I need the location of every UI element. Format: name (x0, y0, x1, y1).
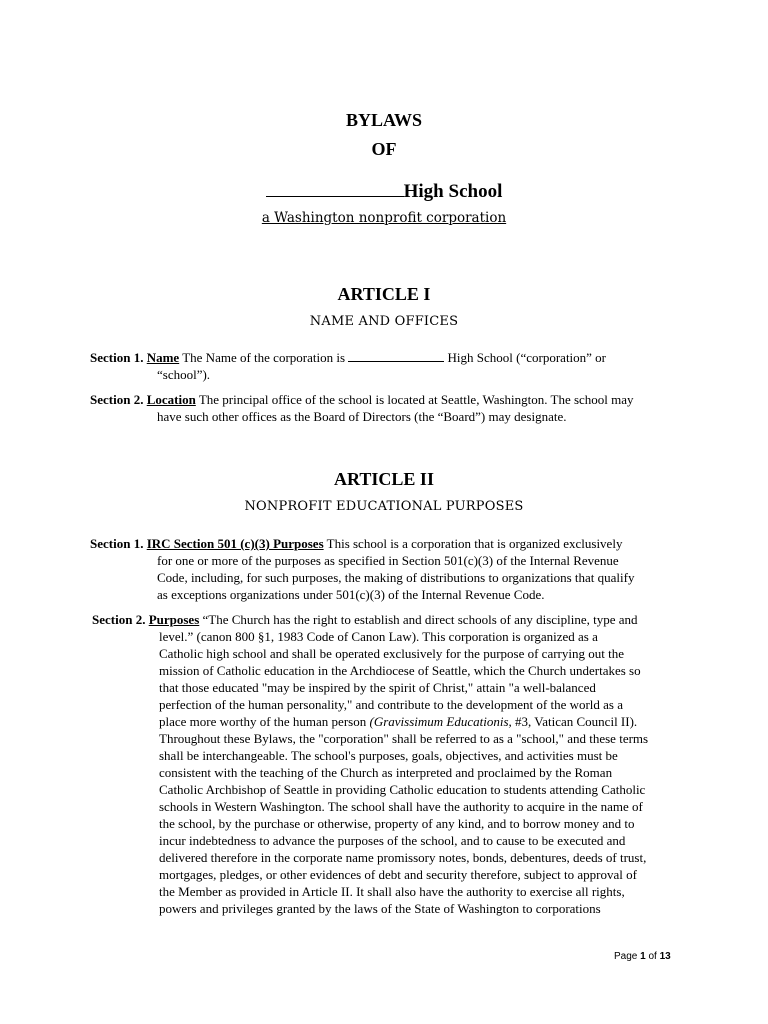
section-line: Section 1. IRC Section 501 (c)(3) Purposes This school is a corporation that is organized exclusively (90, 536, 623, 551)
section-title: Purposes (148, 612, 200, 627)
of-word: of (645, 951, 660, 962)
section-text: #3, Vatican Council II). (511, 714, 638, 729)
section-line: Section 1. Name The Name of the corporation is High School (“corporation” or (90, 350, 607, 365)
section-text: place more worthy of the human person (159, 714, 370, 729)
section-line: Catholic Archbishop of Seattle in providing Catholic education to students attending Catholic (159, 782, 646, 797)
article-1-section-1 (90, 349, 680, 383)
section-line: for one or more of the purposes as specified in Section 501(c)(3) of the Internal Revenue (157, 553, 619, 568)
section-line: as exceptions organizations under 501(c)(3) of the Internal Revenue Code. (157, 587, 545, 602)
document-subtitle: a Washington nonprofit corporation (261, 210, 507, 226)
citation-text: (Gravissimum Educationis, (369, 714, 512, 729)
section-text: “The Church has the right to establish and direct schools of any discipline, type and (199, 612, 638, 627)
school-name-blank (266, 184, 404, 197)
section-line (92, 713, 682, 730)
section-line: consistent with the teaching of the Church as interpreted and proclaimed by the Roman (159, 765, 613, 780)
section-text: High School (“corporation” or (444, 350, 607, 365)
section-text: This school is a corporation that is organized exclusively (323, 536, 623, 551)
section-label: Section 2. (92, 612, 146, 627)
section-line: level.” (canon 800 §1, 1983 Code of Canon Law). This corporation is organized as a (159, 629, 598, 644)
section-line: powers and privileges granted by the laws of the State of Washington to corporations (159, 901, 601, 916)
current-page: 1 (640, 951, 646, 962)
article-2-section-2 (92, 611, 682, 917)
article-2-heading: ARTICLE II (334, 469, 434, 489)
section-text: The principal office of the school is located at Seattle, Washington. The school may (195, 392, 634, 407)
document-title: BYLAWS (345, 110, 423, 130)
title-of: OF (371, 139, 397, 159)
section-line: incur indebtedness to advance the purposes of the school, and to cause to be executed and (159, 833, 626, 848)
article-2-subheading: NONPROFIT EDUCATIONAL PURPOSES (244, 499, 524, 514)
section-label: Section 1 (90, 350, 141, 365)
section-line: “school”). (157, 367, 211, 382)
section-line: delivered therefore in the corporate name promissory notes, bonds, debentures, deeds of trust, (159, 850, 647, 865)
section-line: shall be interchangeable. The school's purposes, goals, objectives, and activities must be (159, 748, 618, 763)
corporation-name-blank (348, 349, 444, 362)
section-title: Name (146, 350, 180, 365)
section-text: The Name of the corporation is (179, 350, 349, 365)
page-word: Page (614, 951, 641, 962)
section-line: mortgages, pledges, or other evidences of debt and security therefore, subject to approval of (159, 867, 637, 882)
section-title: IRC Section 501 (c)(3) Purposes (146, 536, 324, 551)
section-line: schools in Western Washington. The school shall have the authority to acquire in the name of (159, 799, 643, 814)
page-number (614, 951, 671, 962)
section-line: have such other offices as the Board of Directors (the “Board”) may designate. (157, 409, 567, 424)
section-line: mission of Catholic education in the Archdiocese of Seattle, which the Church undertakes so (159, 663, 641, 678)
section-line: Code, including, for such purposes, the making of distributions to organizations that qualify (157, 570, 635, 585)
article-1-heading: ARTICLE I (337, 284, 431, 304)
article-2-section-1 (90, 535, 680, 603)
article-1-section-2 (90, 391, 680, 425)
school-name-line (0, 181, 768, 203)
section-line: perfection of the human personality," and contribute to the development of the world as a (159, 697, 624, 712)
section-line: the Member as provided in Article II. It shall also have the authority to exercise all rights, (159, 884, 625, 899)
total-pages: 13 (659, 951, 671, 962)
section-line: that those educated "may be inspired by the spirit of Christ," attain "a well-balanced (159, 680, 596, 695)
section-label: Section 1 (90, 536, 141, 551)
section-label: Section 2 (90, 392, 141, 407)
school-suffix: High School (403, 181, 503, 202)
article-1-subheading: NAME AND OFFICES (309, 314, 459, 329)
section-title: Location (146, 392, 196, 407)
section-line: the school, by the purchase or otherwise, property of any kind, and to borrow money and to (159, 816, 635, 831)
section-line: Throughout these Bylaws, the "corporation" shall be referred to as a "school," and these terms (159, 731, 649, 746)
section-line (92, 611, 682, 628)
section-line: Section 2. Location The principal office of the school is located at Seattle, Washington. The school may (90, 392, 634, 407)
section-line: Catholic high school and shall be operated exclusively for the purpose of carrying out the (159, 646, 624, 661)
